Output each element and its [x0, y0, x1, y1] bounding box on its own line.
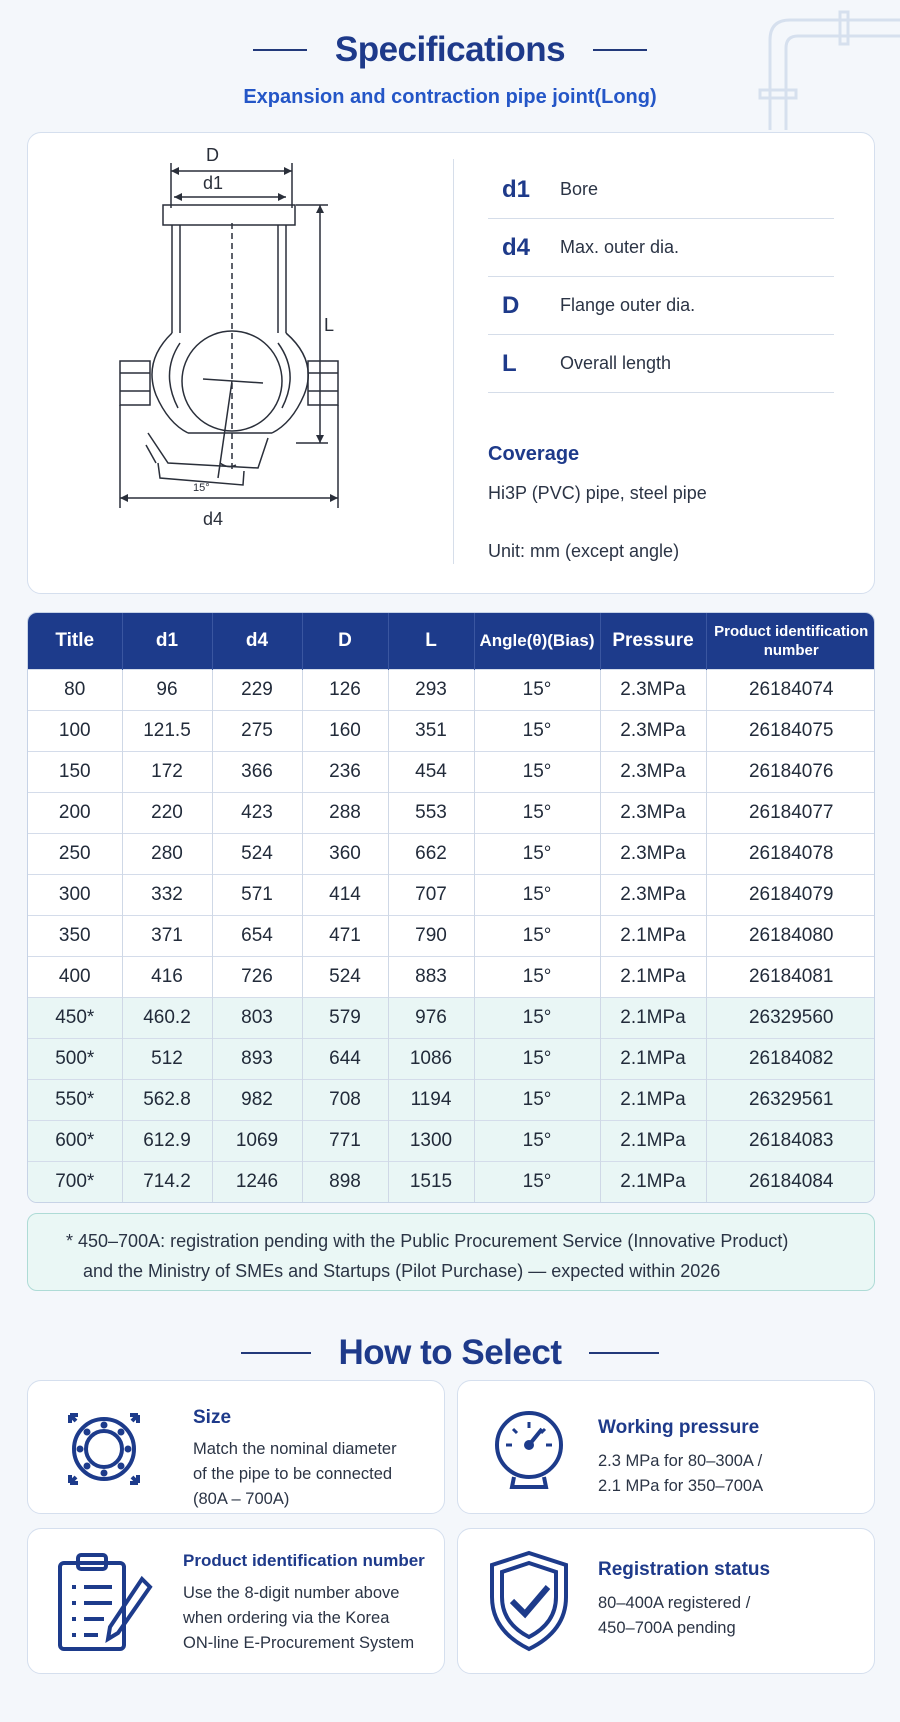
table-cell: 707 [388, 874, 474, 915]
diagram-label-d1: d1 [203, 173, 224, 193]
card-text-line: Use the 8-digit number above [183, 1584, 400, 1602]
table-cell: 2.1MPa [600, 1038, 706, 1079]
coverage-title: Coverage [488, 443, 580, 465]
page-subtitle: Expansion and contraction pipe joint(Long) [243, 86, 657, 108]
table-cell: 512 [122, 1038, 212, 1079]
col-header: Title [28, 613, 122, 669]
table-cell: 2.1MPa [600, 1161, 706, 1202]
diagram-label-L: L [324, 315, 335, 335]
col-header: d4 [212, 613, 302, 669]
card-text-line: of the pipe to be connected [193, 1465, 393, 1483]
table-cell: 553 [388, 792, 474, 833]
table-cell: 15° [474, 1079, 600, 1120]
diagram-label-angle: 15° [193, 482, 210, 494]
legend-row-d1 [488, 161, 834, 219]
table-cell: 26184080 [706, 915, 875, 956]
legend-symbol: L [502, 349, 517, 377]
table-cell: 1086 [388, 1038, 474, 1079]
table-cell: 15° [474, 1120, 600, 1161]
card-text-line: 2.1 MPa for 350–700A [598, 1477, 764, 1495]
table-cell: 2.3MPa [600, 751, 706, 792]
card-title: Registration status [598, 1559, 771, 1580]
table-cell: 288 [302, 792, 388, 833]
table-cell: 423 [212, 792, 302, 833]
card-title: Working pressure [598, 1417, 760, 1438]
table-cell: 400 [28, 956, 122, 997]
table-cell: 454 [388, 751, 474, 792]
table-cell: 371 [122, 915, 212, 956]
table-cell: 2.3MPa [600, 874, 706, 915]
table-row [28, 710, 875, 751]
legend-symbol: d1 [502, 175, 531, 203]
card-title: Size [193, 1407, 232, 1428]
table-cell: 500* [28, 1038, 122, 1079]
heading-rule-left [253, 49, 307, 51]
table-cell: 726 [212, 956, 302, 997]
col-header: d1 [122, 613, 212, 669]
table-cell: 898 [302, 1161, 388, 1202]
table-cell: 1069 [212, 1120, 302, 1161]
card-text-line: ON-line E-Procurement System [183, 1634, 415, 1652]
table-cell: 15° [474, 997, 600, 1038]
table-cell: 26184083 [706, 1120, 875, 1161]
table-cell: 26184074 [706, 669, 875, 710]
table-cell: 662 [388, 833, 474, 874]
table-cell: 460.2 [122, 997, 212, 1038]
table-cell: 26184078 [706, 833, 875, 874]
table-cell: 293 [388, 669, 474, 710]
table-cell: 26184076 [706, 751, 875, 792]
table-cell: 579 [302, 997, 388, 1038]
page-title: Specifications [334, 30, 566, 69]
table-cell: 15° [474, 710, 600, 751]
table-cell: 2.1MPa [600, 915, 706, 956]
section-title: How to Select [338, 1333, 562, 1372]
table-cell: 15° [474, 1161, 600, 1202]
spec-card [27, 132, 875, 594]
table-cell: 700* [28, 1161, 122, 1202]
table-cell: 26184084 [706, 1161, 875, 1202]
table-cell: 2.3MPa [600, 833, 706, 874]
pressure-gauge-icon [484, 1405, 574, 1495]
table-cell: 280 [122, 833, 212, 874]
unit-note: Unit: mm (except angle) [488, 541, 680, 561]
card-text [193, 1437, 397, 1512]
heading-rule-right [589, 1352, 659, 1354]
table-cell: 160 [302, 710, 388, 751]
table-cell: 100 [28, 710, 122, 751]
table-header-row [28, 613, 875, 669]
spec-table [27, 612, 875, 1203]
specifications-heading [0, 30, 900, 70]
table-row [28, 1079, 875, 1120]
heading-rule-right [593, 49, 647, 51]
table-cell: 708 [302, 1079, 388, 1120]
table-row [28, 669, 875, 710]
table-cell: 2.3MPa [600, 792, 706, 833]
table-cell: 2.1MPa [600, 1079, 706, 1120]
legend-symbol: d4 [502, 233, 531, 261]
legend-description: Flange outer dia. [560, 295, 696, 315]
table-cell: 229 [212, 669, 302, 710]
table-cell: 360 [302, 833, 388, 874]
select-card-size [27, 1380, 445, 1514]
table-cell: 803 [212, 997, 302, 1038]
shield-check-icon [486, 1549, 572, 1653]
diagram-label-d4: d4 [203, 509, 224, 529]
pipe-joint-diagram [28, 133, 468, 595]
note-line: and the Ministry of SMEs and Startups (Pilot Purchase) — expected within 2026 [83, 1261, 721, 1281]
table-cell: 15° [474, 956, 600, 997]
legend-row-D [488, 277, 834, 335]
table-cell: 26184081 [706, 956, 875, 997]
legend-row-d4 [488, 219, 834, 277]
table-cell: 351 [388, 710, 474, 751]
table-cell: 15° [474, 1038, 600, 1079]
table-cell: 2.1MPa [600, 997, 706, 1038]
col-header: D [302, 613, 388, 669]
table-row [28, 997, 875, 1038]
table-row [28, 1120, 875, 1161]
table-cell: 15° [474, 874, 600, 915]
legend-description: Bore [560, 179, 599, 199]
table-row [28, 915, 875, 956]
table-cell: 126 [302, 669, 388, 710]
table-cell: 883 [388, 956, 474, 997]
table-cell: 562.8 [122, 1079, 212, 1120]
table-cell: 524 [302, 956, 388, 997]
table-cell: 300 [28, 874, 122, 915]
col-header: Product identification number [706, 613, 875, 669]
table-cell: 200 [28, 792, 122, 833]
coverage-text: Hi3P (PVC) pipe, steel pipe [488, 483, 707, 503]
card-text [598, 1591, 750, 1641]
table-cell: 450* [28, 997, 122, 1038]
table-cell: 15° [474, 751, 600, 792]
select-card-pressure [457, 1380, 875, 1514]
heading-rule-left [241, 1352, 311, 1354]
card-text-line: 450–700A pending [598, 1619, 736, 1637]
legend-description: Max. outer dia. [560, 237, 680, 257]
legend-symbol: D [502, 291, 520, 319]
diagram-label-D: D [206, 145, 219, 165]
table-cell: 414 [302, 874, 388, 915]
table-cell: 275 [212, 710, 302, 751]
table-cell: 1300 [388, 1120, 474, 1161]
table-cell: 1194 [388, 1079, 474, 1120]
dimension-legend [488, 161, 834, 393]
card-text [183, 1581, 414, 1656]
table-row [28, 874, 875, 915]
card-text-line: when ordering via the Korea [183, 1609, 390, 1627]
table-cell: 2.3MPa [600, 669, 706, 710]
table-cell: 150 [28, 751, 122, 792]
table-row [28, 751, 875, 792]
card-text-line: 2.3 MPa for 80–300A / [598, 1452, 763, 1470]
card-text-line: (80A – 700A) [193, 1490, 290, 1508]
table-cell: 80 [28, 669, 122, 710]
table-row [28, 1038, 875, 1079]
table-cell: 236 [302, 751, 388, 792]
table-cell: 26184077 [706, 792, 875, 833]
table-cell: 26184082 [706, 1038, 875, 1079]
card-text [598, 1449, 763, 1499]
table-row [28, 956, 875, 997]
table-cell: 790 [388, 915, 474, 956]
table-cell: 524 [212, 833, 302, 874]
table-cell: 982 [212, 1079, 302, 1120]
table-cell: 654 [212, 915, 302, 956]
table-cell: 26329561 [706, 1079, 875, 1120]
table-cell: 15° [474, 792, 600, 833]
table-cell: 15° [474, 833, 600, 874]
table-cell: 96 [122, 669, 212, 710]
table-cell: 366 [212, 751, 302, 792]
table-cell: 2.3MPa [600, 710, 706, 751]
table-cell: 26184079 [706, 874, 875, 915]
table-cell: 15° [474, 669, 600, 710]
col-header: Angle(θ)(Bias) [474, 613, 600, 669]
legend-description: Overall length [560, 353, 672, 373]
table-cell: 2.1MPa [600, 956, 706, 997]
table-cell: 893 [212, 1038, 302, 1079]
how-to-select-heading [0, 1333, 900, 1373]
table-cell: 1515 [388, 1161, 474, 1202]
table-cell: 26184075 [706, 710, 875, 751]
table-cell: 976 [388, 997, 474, 1038]
table-cell: 471 [302, 915, 388, 956]
table-cell: 250 [28, 833, 122, 874]
table-cell: 714.2 [122, 1161, 212, 1202]
card-divider [453, 159, 454, 564]
table-cell: 2.1MPa [600, 1120, 706, 1161]
table-cell: 771 [302, 1120, 388, 1161]
table-cell: 26329560 [706, 997, 875, 1038]
flange-ring-icon [62, 1403, 146, 1493]
table-cell: 350 [28, 915, 122, 956]
card-title: Product identification number [183, 1551, 425, 1570]
table-cell: 15° [474, 915, 600, 956]
clipboard-pen-icon [54, 1551, 154, 1655]
table-cell: 121.5 [122, 710, 212, 751]
table-row [28, 1161, 875, 1202]
table-cell: 550* [28, 1079, 122, 1120]
legend-row-L [488, 335, 834, 393]
table-row [28, 833, 875, 874]
card-text-line: 80–400A registered / [598, 1594, 751, 1612]
table-cell: 644 [302, 1038, 388, 1079]
select-card-product-id [27, 1528, 445, 1674]
card-text-line: Match the nominal diameter [193, 1440, 397, 1458]
note-line: * 450–700A: registration pending with the Public Procurement Service (Innovative Product) [66, 1231, 789, 1251]
col-header: Pressure [600, 613, 706, 669]
table-cell: 600* [28, 1120, 122, 1161]
table-cell: 220 [122, 792, 212, 833]
table-cell: 1246 [212, 1161, 302, 1202]
table-cell: 332 [122, 874, 212, 915]
col-header: L [388, 613, 474, 669]
registration-note [27, 1213, 875, 1291]
table-cell: 416 [122, 956, 212, 997]
table-cell: 612.9 [122, 1120, 212, 1161]
table-row [28, 792, 875, 833]
table-cell: 172 [122, 751, 212, 792]
select-card-registration [457, 1528, 875, 1674]
table-cell: 571 [212, 874, 302, 915]
